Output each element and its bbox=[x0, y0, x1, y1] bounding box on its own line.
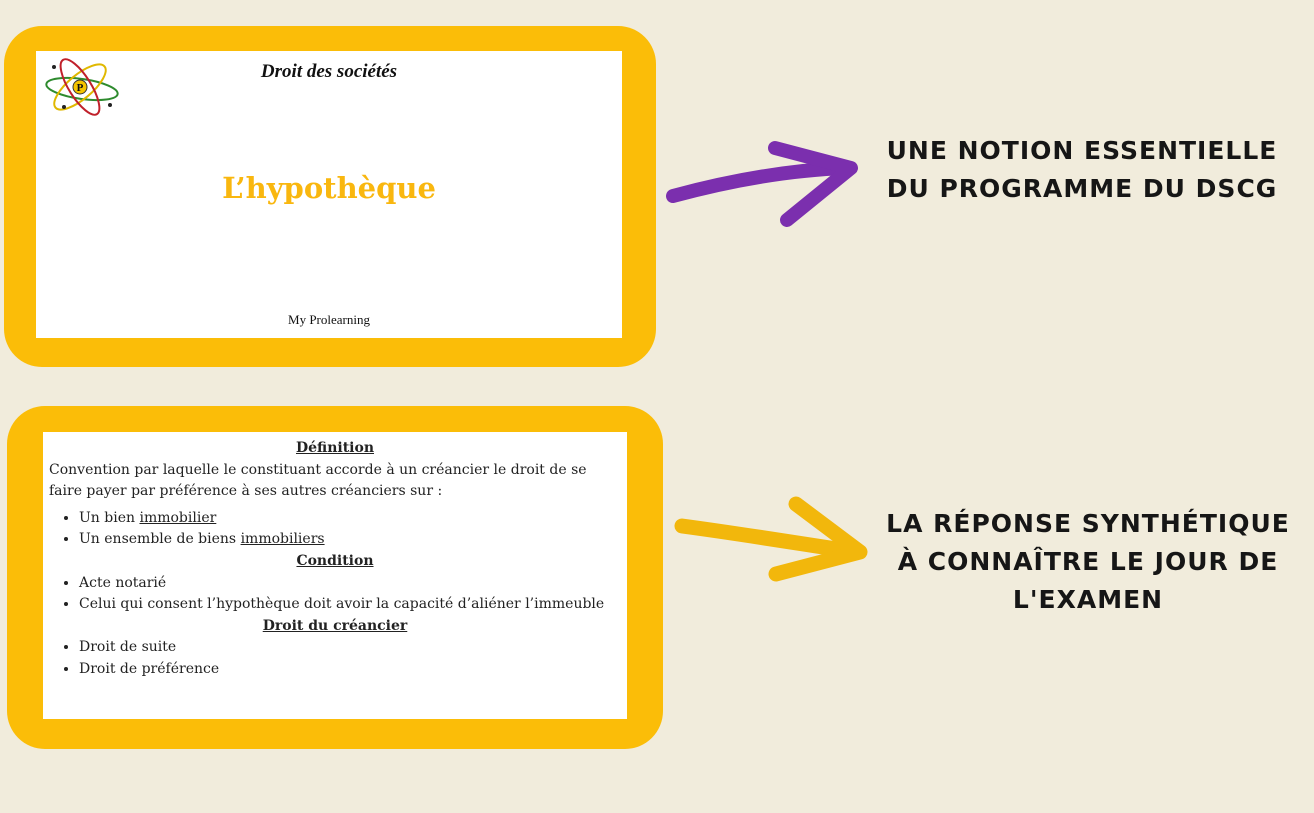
brand-footer: My Prolearning bbox=[288, 312, 370, 327]
list-item: • Un bien immobilier bbox=[79, 508, 621, 530]
list-item: • Un ensemble de biens immobiliers bbox=[79, 529, 621, 551]
creditor-list bbox=[49, 637, 621, 680]
purple-arrow-icon bbox=[665, 140, 865, 235]
condition-heading: Condition bbox=[296, 552, 374, 569]
yellow-arrow-icon bbox=[672, 490, 872, 590]
condition-list bbox=[49, 573, 621, 616]
back-flashcard bbox=[43, 432, 627, 719]
list-item: • Droit de préférence bbox=[79, 659, 621, 681]
definition-list bbox=[49, 508, 621, 551]
front-flashcard bbox=[36, 51, 622, 338]
list-item: • Acte notarié bbox=[79, 573, 621, 595]
answer-content bbox=[49, 438, 621, 681]
back-caption: LA RÉPONSE SYNTHÉTIQUE À CONNAÎTRE LE JOUR DE L'EXAMEN bbox=[886, 509, 1290, 614]
creditor-heading: Droit du créancier bbox=[262, 617, 408, 634]
notion-title: L’hypothèque bbox=[222, 171, 436, 205]
definition-text: Convention par laquelle le constituant accorde à un créancier le droit de se faire payer par préférence à ses autres créanciers sur : bbox=[49, 461, 587, 500]
list-item: • Droit de suite bbox=[79, 637, 621, 659]
subject-heading: Droit des sociétés bbox=[260, 61, 398, 82]
definition-heading: Définition bbox=[295, 440, 375, 456]
list-item: • Celui qui consent l’hypothèque doit avoir la capacité d’aliéner l’immeuble bbox=[79, 594, 621, 616]
front-caption: UNE NOTION ESSENTIELLE DU PROGRAMME DU DSCG bbox=[886, 136, 1278, 203]
logo-letter: P bbox=[76, 82, 84, 94]
